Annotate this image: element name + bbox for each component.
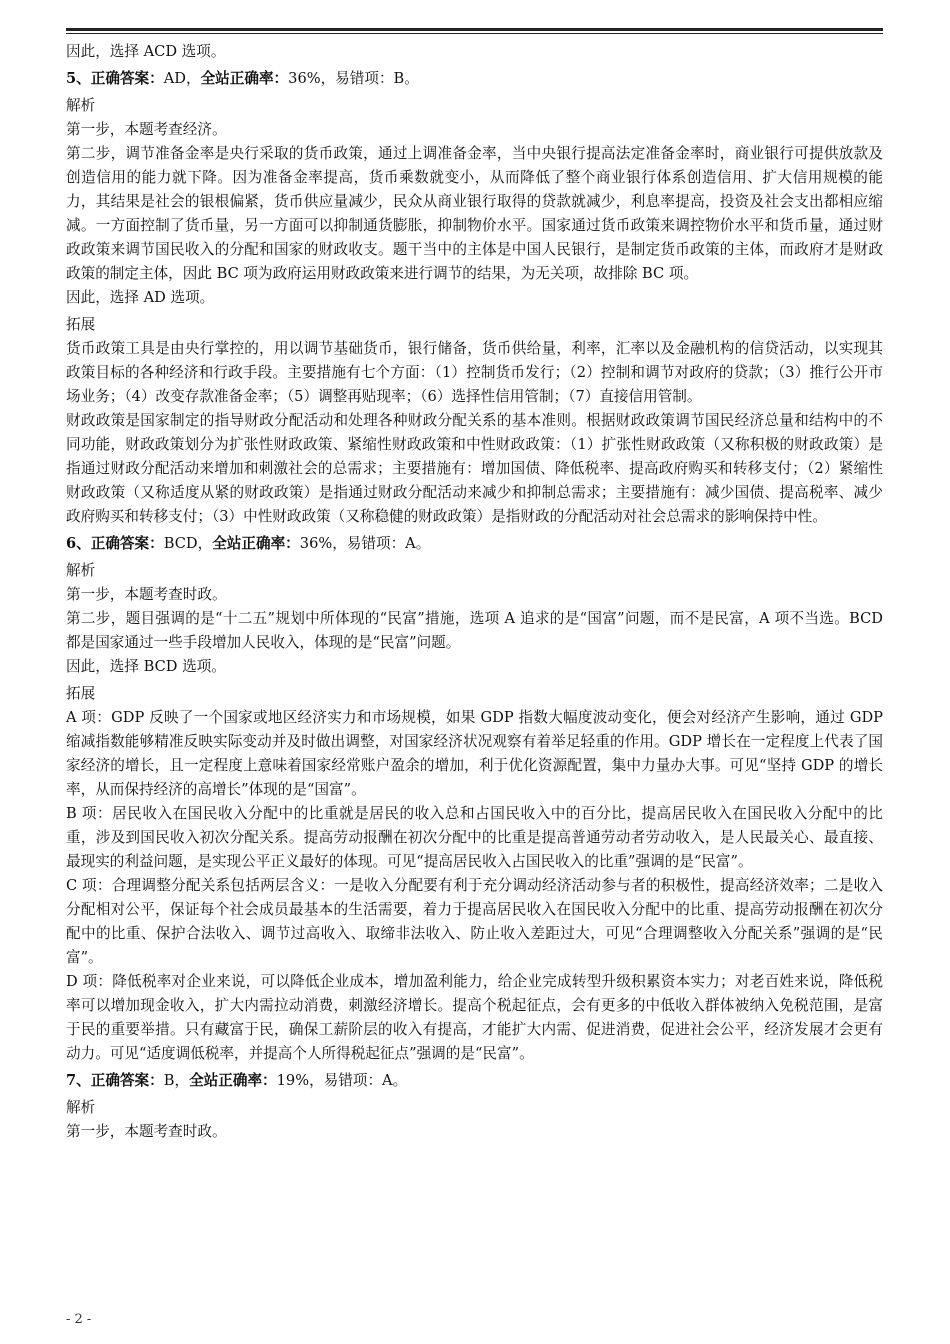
answer-label: 正确答案： xyxy=(90,535,164,552)
rate-label: 全站正确率： xyxy=(200,70,289,87)
answer-value: BCD， xyxy=(163,535,213,552)
paragraph: C 项：合理调整分配关系包括两层含义：一是收入分配要有利于充分调动经济活动参与者的积极性，提高经济效率；二是收入分配相对公平，保证每个社会成员最基本的生活需要，着力于提高居民收入在国民收入分配中的比重、提高劳动报酬在初次分配中的比重、保护合法收入、调节过高收入、取缔非法收入、防止收入差距过大，可见“合理调整收入分配关系”强调的是“民富”。 xyxy=(66,877,883,966)
paragraph: 因此，选择 AD 选项。 xyxy=(66,289,215,306)
document-body xyxy=(66,40,883,1144)
answer-value: B， xyxy=(163,1072,190,1089)
paragraph: 财政政策是国家制定的指导财政分配活动和处理各种财政分配关系的基本准则。根据财政政策调节国民经济总量和结构中的不同功能，财政政策划分为扩张性财政政策、紧缩性财政政策和中性财政政策：（1）扩张性财政政策（又称积极的财政政策）是指通过财政分配活动来增加和刺激社会的总需求；主要措施有：增加国债、降低税率、提高政府购买和转移支付；（2）紧缩性财政政策（又称适度从紧的财政政策）是指通过财政分配活动来减少和抑制总需求；主要措施有：减少国债、提高税率、减少政府购买和转移支付；（3）中性财政政策（又称稳健的财政政策）是指财政的分配活动对社会总需求的影响保持中性。 xyxy=(66,412,883,525)
paragraph: B 项：居民收入在国民收入分配中的比重就是居民的收入总和占国民收入中的百分比，提高居民收入在国民收入分配中的比重，涉及到国民收入初次分配关系。提高劳动报酬在初次分配中的比重是提高普通劳动者劳动收入，是人民最关心、最直接、最现实的利益问题，是实现公平正义最好的体现。可见“提高居民收入占国民收入的比重”强调的是“民富”。 xyxy=(66,805,883,870)
answer-number: 7、 xyxy=(66,1072,91,1089)
paragraph: 第一步，本题考查时政。 xyxy=(66,1123,227,1140)
answer-heading xyxy=(66,532,883,556)
section-label: 拓展 xyxy=(66,316,96,333)
header-rule-thin xyxy=(66,33,883,34)
answer-heading xyxy=(66,1069,883,1093)
paragraph: 第二步，题目强调的是“十二五”规划中所体现的“民富”措施，选项 A 追求的是“国富”问题，而不是民富，A 项不当选。BCD 都是国家通过一些手段增加人民收入，体现的是“民富”问题。 xyxy=(66,610,883,651)
paragraph: 第二步，调节准备金率是央行采取的货币政策，通过上调准备金率，当中央银行提高法定准备金率时，商业银行可提供放款及创造信用的能力就下降。因为准备金率提高，货币乘数就变小，从而降低了整个商业银行体系创造信用、扩大信用规模的能力，其结果是社会的银根偏紧，货币供应量减少，民众从商业银行取得的贷款就减少，利息率提高，投资及社会支出都相应缩减。一方面控制了货币量，另一方面可以抑制通货膨胀，抑制物价水平。国家通过货币政策来调控物价水平和货币量，通过财政政策来调节国民收入的分配和国家的财政收支。题干当中的主体是中国人民银行，是制定货币政策的主体，而政府才是财政政策的制定主体，因此 BC 项为政府运用财政政策来进行调节的结果，为无关项，故排除 BC 项。 xyxy=(66,145,883,282)
answer-label: 正确答案： xyxy=(90,70,164,87)
section-label: 解析 xyxy=(66,1099,96,1116)
answer-number: 6、 xyxy=(66,535,91,552)
paragraph: 货币政策工具是由央行掌控的，用以调节基础货币，银行储备，货币供给量，利率，汇率以及金融机构的信贷活动，以实现其政策目标的各种经济和行政手段。主要措施有七个方面：（1）控制货币发行；（2）控制和调节对政府的贷款；（3）推行公开市场业务；（4）改变存款准备金率；（5）调整再贴现率；（6）选择性信用管制；（7）直接信用管制。 xyxy=(66,340,883,405)
paragraph: 第一步，本题考查时政。 xyxy=(66,586,227,603)
paragraph: 第一步，本题考查经济。 xyxy=(66,121,227,138)
paragraph: D 项：降低税率对企业来说，可以降低企业成本，增加盈利能力，给企业完成转型升级积累资本实力；对老百姓来说，降低税率可以增加现金收入，扩大内需拉动消费，刺激经济增长。提高个税起征点，会有更多的中低收入群体被纳入免税范围，是富于民的重要举措。只有藏富于民，确保工薪阶层的收入有提高，才能扩大内需、促进消费，促进社会公平，经济发展才会更有动力。可见“适度调低税率，并提高个人所得税起征点”强调的是“民富”。 xyxy=(66,973,883,1062)
rate-value: 36%，易错项：A。 xyxy=(299,535,431,552)
section-label: 解析 xyxy=(66,97,96,114)
answer-number: 5、 xyxy=(66,70,91,87)
paragraph: 因此，选择 BCD 选项。 xyxy=(66,658,226,675)
answer-value: AD， xyxy=(163,70,201,87)
rate-value: 36%，易错项：B。 xyxy=(288,70,419,87)
header-rule-thick xyxy=(66,28,883,31)
page-number: - 2 - xyxy=(66,1312,92,1327)
answer-heading xyxy=(66,67,883,91)
rate-label: 全站正确率： xyxy=(212,535,300,552)
answer-label: 正确答案： xyxy=(90,1072,164,1089)
section-label: 拓展 xyxy=(66,685,96,702)
rate-value: 19%，易错项：A。 xyxy=(276,1072,408,1089)
paragraph: 因此，选择 ACD 选项。 xyxy=(66,43,226,60)
rate-label: 全站正确率： xyxy=(189,1072,277,1089)
paragraph: A 项：GDP 反映了一个国家或地区经济实力和市场规模，如果 GDP 指数大幅度波动变化，便会对经济产生影响，通过 GDP 缩减指数能够精准反映实际变动并及时做出调整，对国家经济状况观察有着举足轻重的作用。GDP 增长在一定程度上代表了国家经济的增长，且一定程度上意味着国家经常账户盈余的增加，利于优化资源配置，集中力量办大事。可见“坚持 GDP 的增长率，从而保持经济的高增长”体现的是“国富”。 xyxy=(66,709,883,798)
section-label: 解析 xyxy=(66,562,96,579)
